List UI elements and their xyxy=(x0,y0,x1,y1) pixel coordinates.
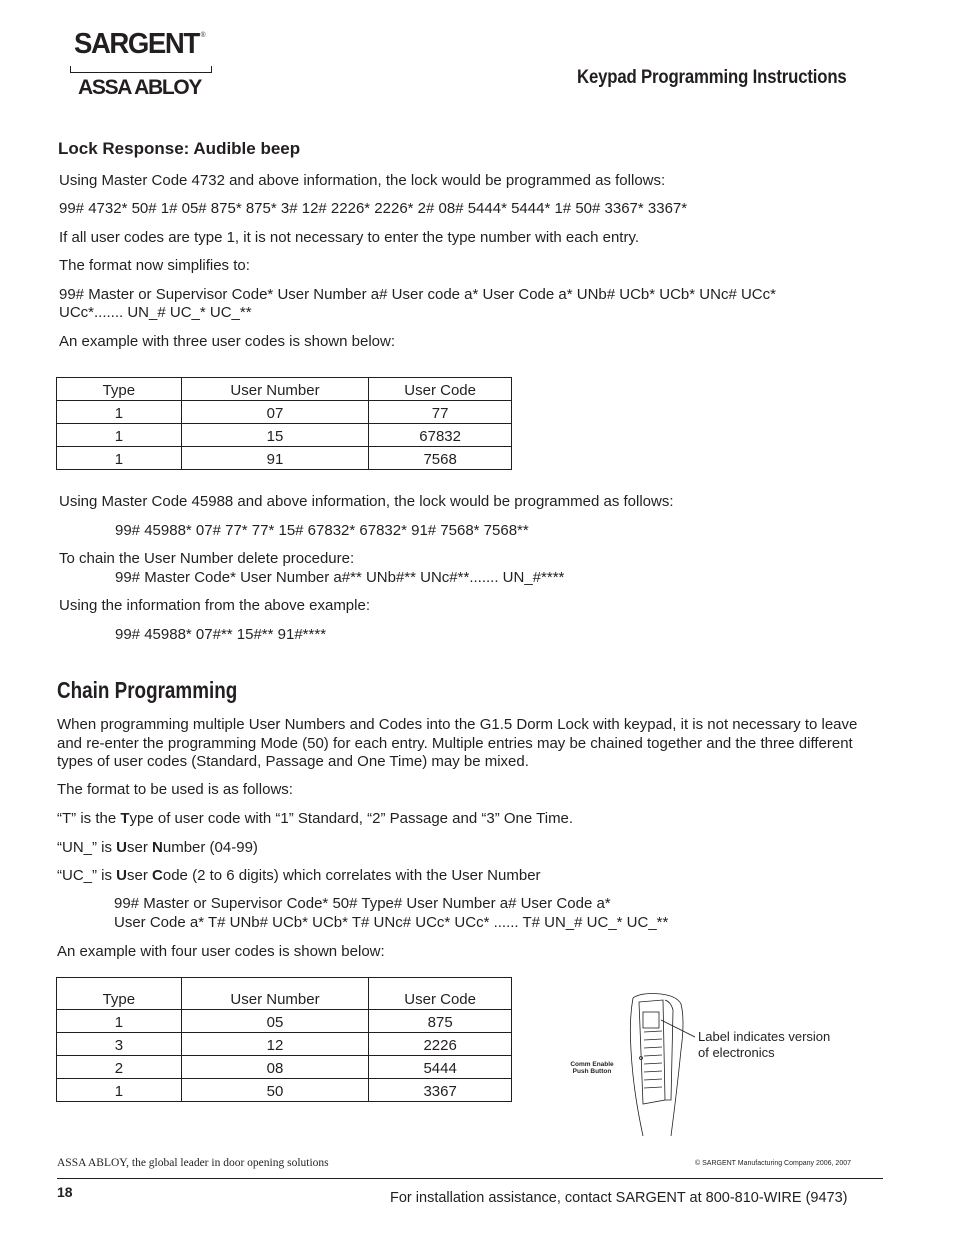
table-cell: 5444 xyxy=(369,1056,512,1079)
definition-text: “UN_” is xyxy=(57,839,117,856)
definition-text: “T” is the xyxy=(57,810,121,827)
paragraph: When programming multiple User Numbers and Codes into the G1.5 Dorm Lock with keypad, it is not necessary to leave and re-enter the programming Mode (50) for each entry. Multiple entries may be chained together and the three different types of user codes (Standard, Passage and One Time) may be mixed. xyxy=(57,716,858,770)
panel-line xyxy=(644,1071,662,1072)
table-cell: 2226 xyxy=(369,1033,512,1056)
label-version-callout xyxy=(698,1029,830,1061)
assa-abloy-logo: ASSA ABLOY xyxy=(78,76,202,99)
definition-user-number xyxy=(57,839,258,857)
table-header-row xyxy=(57,378,512,401)
table-header-cell: User Code xyxy=(369,978,512,1010)
footer-tagline: ASSA ABLOY, the global leader in door opening solutions xyxy=(57,1157,329,1169)
panel-line xyxy=(644,1047,662,1048)
definition-initial: U xyxy=(116,867,128,884)
table-header-cell: User Code xyxy=(369,378,512,401)
page-number: 18 xyxy=(57,1184,73,1200)
panel-line xyxy=(644,1079,662,1080)
definition-type xyxy=(57,810,573,828)
code-line: 99# Master or Supervisor Code* 50# Type# User Number a# User Code a* xyxy=(114,895,611,912)
table-row xyxy=(57,401,512,424)
table-row xyxy=(57,1033,512,1056)
table-row xyxy=(57,1056,512,1079)
paragraph: An example with three user codes is shown below: xyxy=(59,333,396,350)
definition-text: ser xyxy=(127,867,153,884)
panel-line xyxy=(644,1055,662,1056)
logo-sargent-text: SARGENT xyxy=(74,28,199,60)
definition-text: umber (04-99) xyxy=(162,839,258,856)
table-cell: 12 xyxy=(181,1033,369,1056)
panel-line xyxy=(644,1063,662,1064)
table-row xyxy=(57,447,512,470)
code-line: 99# Master or Supervisor Code* User Number a# User code a* User Code a* UNb# UCb* UCb* UNc# UCc* xyxy=(59,286,776,303)
table-row xyxy=(57,424,512,447)
lock-body-outline-left xyxy=(630,998,643,1136)
table-header-cell: Type xyxy=(57,978,182,1010)
lock-illustration xyxy=(615,990,695,1140)
paragraph: If all user codes are type 1, it is not necessary to enter the type number with each entry. xyxy=(59,229,640,246)
table-header-cell: User Number xyxy=(181,978,369,1010)
panel-line xyxy=(644,1087,662,1088)
version-label xyxy=(643,1012,659,1028)
table-row xyxy=(57,1079,512,1102)
code-line: 99# Master Code* User Number a#** UNb#** UNc#**....... UN_#**** xyxy=(115,569,565,586)
definition-text: ser xyxy=(127,839,153,856)
page-title: Keypad Programming Instructions xyxy=(577,66,847,88)
table-cell: 07 xyxy=(181,401,369,424)
sargent-logo xyxy=(74,28,204,61)
table-cell: 77 xyxy=(369,401,512,424)
code-line: 99# 45988* 07# 77* 77* 15# 67832* 67832* 91# 7568* 7568** xyxy=(115,522,529,539)
definition-initial: T xyxy=(120,810,130,827)
code-line: 99# 45988* 07#** 15#** 91#**** xyxy=(115,626,327,643)
paragraph: Using the information from the above example: xyxy=(59,597,370,614)
paragraph: The format to be used is as follows: xyxy=(57,781,293,798)
definition-text: ode (2 to 6 digits) which correlates with the User Number xyxy=(162,867,541,884)
logo-divider xyxy=(70,66,212,73)
code-line: User Code a* T# UNb# UCb* UCb* T# UNc# UCc* UCc* ...... T# UN_# UC_* UC_** xyxy=(114,914,669,931)
definition-initial: C xyxy=(152,867,163,884)
code-line: 99# 4732* 50# 1# 05# 875* 875* 3# 12# 2226* 2226* 2# 08# 5444* 5444* 1# 50# 3367* 3367* xyxy=(59,200,688,217)
footer-contact: For installation assistance, contact SARGENT at 800-810-WIRE (9473) xyxy=(390,1190,848,1206)
table-cell: 1 xyxy=(57,401,182,424)
definition-text: ype of user code with “1” Standard, “2” Passage and “3” One Time. xyxy=(129,810,574,827)
paragraph: Using Master Code 45988 and above information, the lock would be programmed as follows: xyxy=(59,493,674,510)
logo-registered-mark: ® xyxy=(200,32,206,39)
table-cell: 91 xyxy=(181,447,369,470)
paragraph: An example with four user codes is shown below: xyxy=(57,943,385,960)
footer-copyright: © SARGENT Manufacturing Company 2006, 2007 xyxy=(695,1160,851,1167)
table-cell: 67832 xyxy=(369,424,512,447)
definition-initial: N xyxy=(152,839,163,856)
table-cell: 08 xyxy=(181,1056,369,1079)
table-cell: 7568 xyxy=(369,447,512,470)
label-line: Label indicates version xyxy=(698,1029,831,1044)
table-cell: 15 xyxy=(181,424,369,447)
code-line: UCc*....... UN_# UC_* UC_** xyxy=(59,304,252,321)
lock-body-outline xyxy=(633,994,683,1137)
table-cell: 2 xyxy=(57,1056,182,1079)
table-header-row xyxy=(57,978,512,1010)
paragraph: Using Master Code 4732 and above information, the lock would be programmed as follows: xyxy=(59,172,666,189)
user-codes-table-four xyxy=(56,977,512,1102)
definition-text: “UC_” is xyxy=(57,867,117,884)
table-cell: 05 xyxy=(181,1010,369,1033)
table-header-cell: Type xyxy=(57,378,182,401)
panel-line xyxy=(644,1031,662,1032)
table-cell: 1 xyxy=(57,447,182,470)
table-cell: 3 xyxy=(57,1033,182,1056)
table-cell: 1 xyxy=(57,1010,182,1033)
table-cell: 3367 xyxy=(369,1079,512,1102)
table-header-cell: User Number xyxy=(181,378,369,401)
table-cell: 1 xyxy=(57,424,182,447)
label-comm-enable xyxy=(563,1061,621,1075)
label-line: Push Button xyxy=(572,1068,612,1075)
lock-panel-side xyxy=(665,1000,673,1100)
footer-divider xyxy=(57,1178,883,1179)
table-cell: 1 xyxy=(57,1079,182,1102)
paragraph: The format now simplifies to: xyxy=(59,257,250,274)
table-cell: 50 xyxy=(181,1079,369,1102)
label-line: Comm Enable xyxy=(570,1061,614,1068)
label-line: of electronics xyxy=(698,1045,775,1060)
panel-line xyxy=(644,1039,662,1040)
table-row xyxy=(57,1010,512,1033)
leader-line-version xyxy=(661,1020,695,1038)
paragraph: To chain the User Number delete procedure: xyxy=(59,550,355,567)
table-cell: 875 xyxy=(369,1010,512,1033)
definition-initial: U xyxy=(116,839,128,856)
definition-user-code xyxy=(57,867,541,885)
section-heading-chain-programming: Chain Programming xyxy=(57,677,238,703)
user-codes-table-three xyxy=(56,377,512,470)
section-heading-lock-response: Lock Response: Audible beep xyxy=(58,139,301,158)
